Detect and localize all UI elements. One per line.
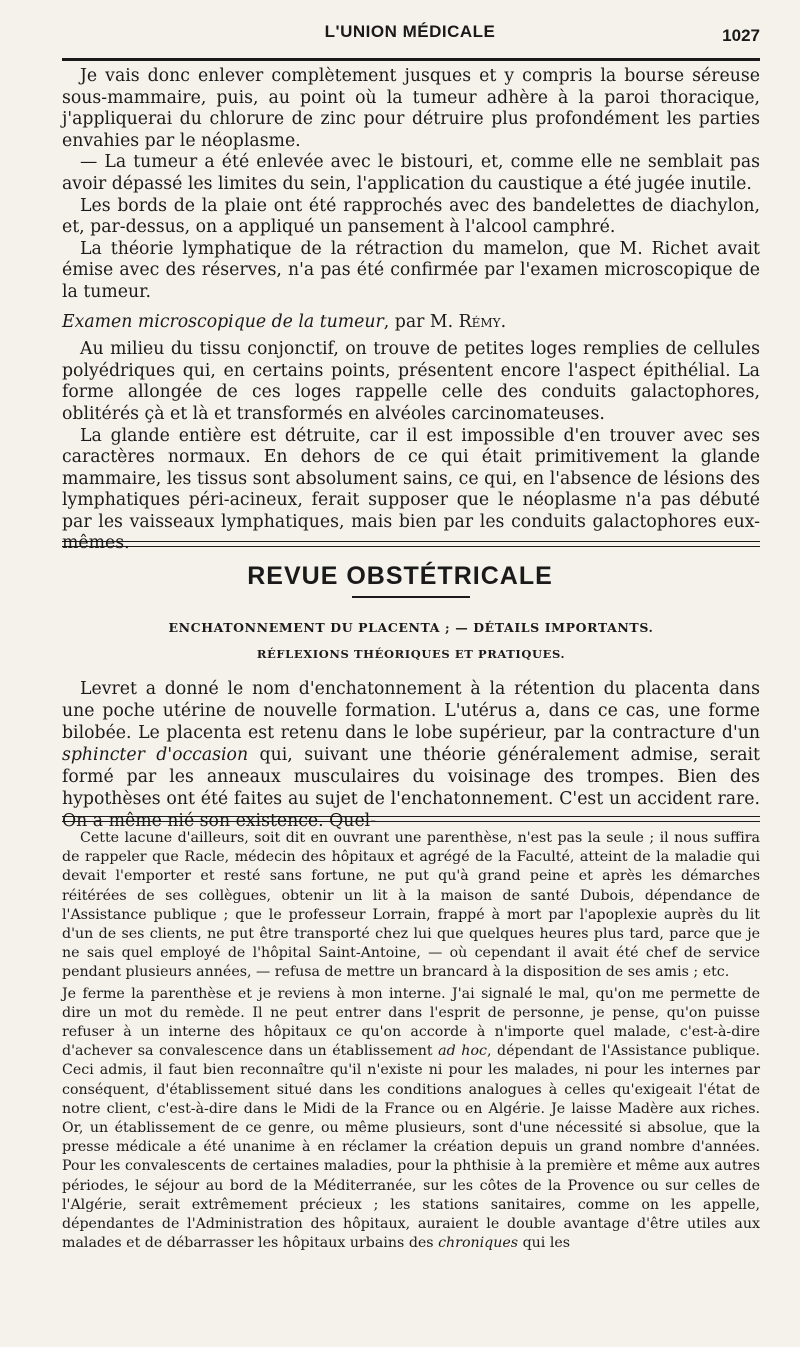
exam-heading-by: , par M. [383,311,459,332]
footnote-remedy [62,985,760,1254]
paragraph-tumor-removal-plan: Je vais donc enlever complètement jusques et y compris la bourse séreuse sous-mammaire, puis, au point où la tumeur adhère à la paroi thoracique, j'appliquerai du chlorure de zinc pour détruire plus profondément les parties envahies par le néoplasme. [62,66,760,151]
paragraph-levret [62,678,760,832]
exam-heading-author: Rémy. [458,311,507,332]
exam-heading-title: Examen microscopique de la tumeur [62,311,384,332]
revue-title: REVUE OBSTÉTRICALE [247,562,553,590]
section-divider [62,541,760,547]
footnote-divider [62,816,760,822]
header-rule [62,58,760,61]
paragraph-levret-emphasis: sphincter d'occasion [62,745,249,765]
footnote-remedy-a: Je ferme la parenthèse et je reviens à mon interne. J'ai signalé le mal, qu'on me permette de dire un mot du remède. Il ne peut entrer dans l'esprit de personne, je pense, qu'on puisse refuser à un interne des hôpitaux ce qu'on accorde à n'importe quel malade, c'est-à-dire d'achever sa convalescence dans un établissement [62,985,760,1060]
paragraph-microscopy: Au milieu du tissu conjonctif, on trouve de petites loges remplies de cellules polyédriques qui, en certains points, présentent encore l'aspect épithélial. La forme allongée de ces loges rappelle celle des conduits galactophores, oblitérés çà et là et transformés en alvéoles carcinomateuses. [62,339,760,424]
paragraph-levret-a: Levret a donné le nom d'enchatonnement à la rétention du placenta dans une poche utérine de nouvelle formation. L'utérus a, dans ce cas, une forme bilobée. Le placenta est retenu dans le lobe supérieur, par la contracture d'un [62,679,760,743]
revue-body [62,678,760,832]
paragraph-lymphatic-theory: La théorie lymphatique de la rétraction du mamelon, que M. Richet avait émise avec des réserves, n'a pas été confirmée par l'examen microscopique de la tumeur. [62,238,760,302]
footnotes [62,829,760,1253]
revue-subsubtitle: RÉFLEXIONS THÉORIQUES ET PRATIQUES. [256,647,566,661]
footnote-remedy-emphasis: ad hoc [438,1043,487,1060]
article-body [62,66,760,555]
running-head [60,22,760,50]
paragraph-gland-destroyed: La glande entière est détruite, car il est impossible d'en trouver avec ses caractères normaux. En dehors de ce qui était primitivement la glande mammaire, les tissus sont absolument sains, ce qui, en l'absence de lésions des lymphatiques péri-acineux, ferait supposer que le néoplasme n'a pas débuté par les vaisseaux lymphatiques, mais bien par les conduits galactophores eux-mêmes. [62,425,760,554]
paragraph-wound-dressing: Les bords de la plaie ont été rapprochés avec des bandelettes de diachylon, et, par-dessus, on a appliqué un pansement à l'alcool camphré. [62,195,760,238]
paragraph-tumor-removed: — La tumeur a été enlevée avec le bistouri, et, comme elle ne semblait pas avoir dépassé les limites du sein, l'application du caustique a été jugée inutile. [62,152,760,194]
revue-subtitle: ENCHATONNEMENT DU PLACENTA ; — DÉTAILS IMPORTANTS. [168,620,654,635]
page-number: 1027 [722,26,760,45]
footnote-remedy-b: , dépendant de l'Assistance publique. Ceci admis, il faut bien reconnaître qu'il n'existe ni pour les malades, ni pour les internes par conséquent, d'établissement situé dans les conditions analogues à celles qu'exigeait l'état de notre client, c'est-à-dire dans le Midi de la France ou en Algérie. Je laisse Madère aux riches. Or, un établissement de ce genre, ou même plusieurs, sont d'une nécessité si absolue, que la presse médicale a été unanime à en réclamer la création depuis un grand nombre d'années. Pour les convalescents de certaines maladies, pour la phthisie à la première et même aux autres périodes, le séjour au bord de la Méditerranée, sur les côtes de la Provence ou sur celles de l'Algérie, serait extrêmement précieux ; les stations sanitaires, comme on les appelle, dépendantes de l'Administration des hôpitaux, auraient le double avantage d'être utiles aux malades et de débarrasser les hôpitaux urbains des [62,1043,760,1252]
footnote-remedy-emphasis-2: chroniques [438,1235,519,1252]
footnote-parenthesis: Cette lacune d'ailleurs, soit dit en ouvrant une parenthèse, n'est pas la seule ; il nous suffira de rappeler que Racle, médecin des hôpitaux et agrégé de la Faculté, atteint de la maladie qui devait l'emporter et resté sans fortune, ne put qu'à grand peine et après les démarches réitérées de ses collègues, obtenir un lit à la maison de santé Dubois, dépendance de l'Assistance publique ; que le professeur Lorrain, frappé à mort par l'apoplexie auprès du lit d'un de ses clients, ne put être transporté chez lui que quelques heures plus tard, parce que je ne sais quel employé de l'hôpital Saint-Antoine, — où cependant il avait été chef de service pendant plusieurs années, — refusa de mettre un brancard à la disposition de ses amis ; etc. [62,830,760,981]
footnote-remedy-c: qui les [518,1235,571,1252]
revue-title-rule [352,596,470,598]
journal-title: L'UNION MÉDICALE [324,22,496,41]
paragraph-levret-b: qui, suivant une théorie généralement admise, serait formé par les anneaux musculaires du voisinage des trompes. Bien des hypothèses ont été faites au sujet de l'enchatonnement. C'est un accident rare. On a même nié son existence. Quel- [62,745,760,831]
exam-heading [62,312,760,334]
